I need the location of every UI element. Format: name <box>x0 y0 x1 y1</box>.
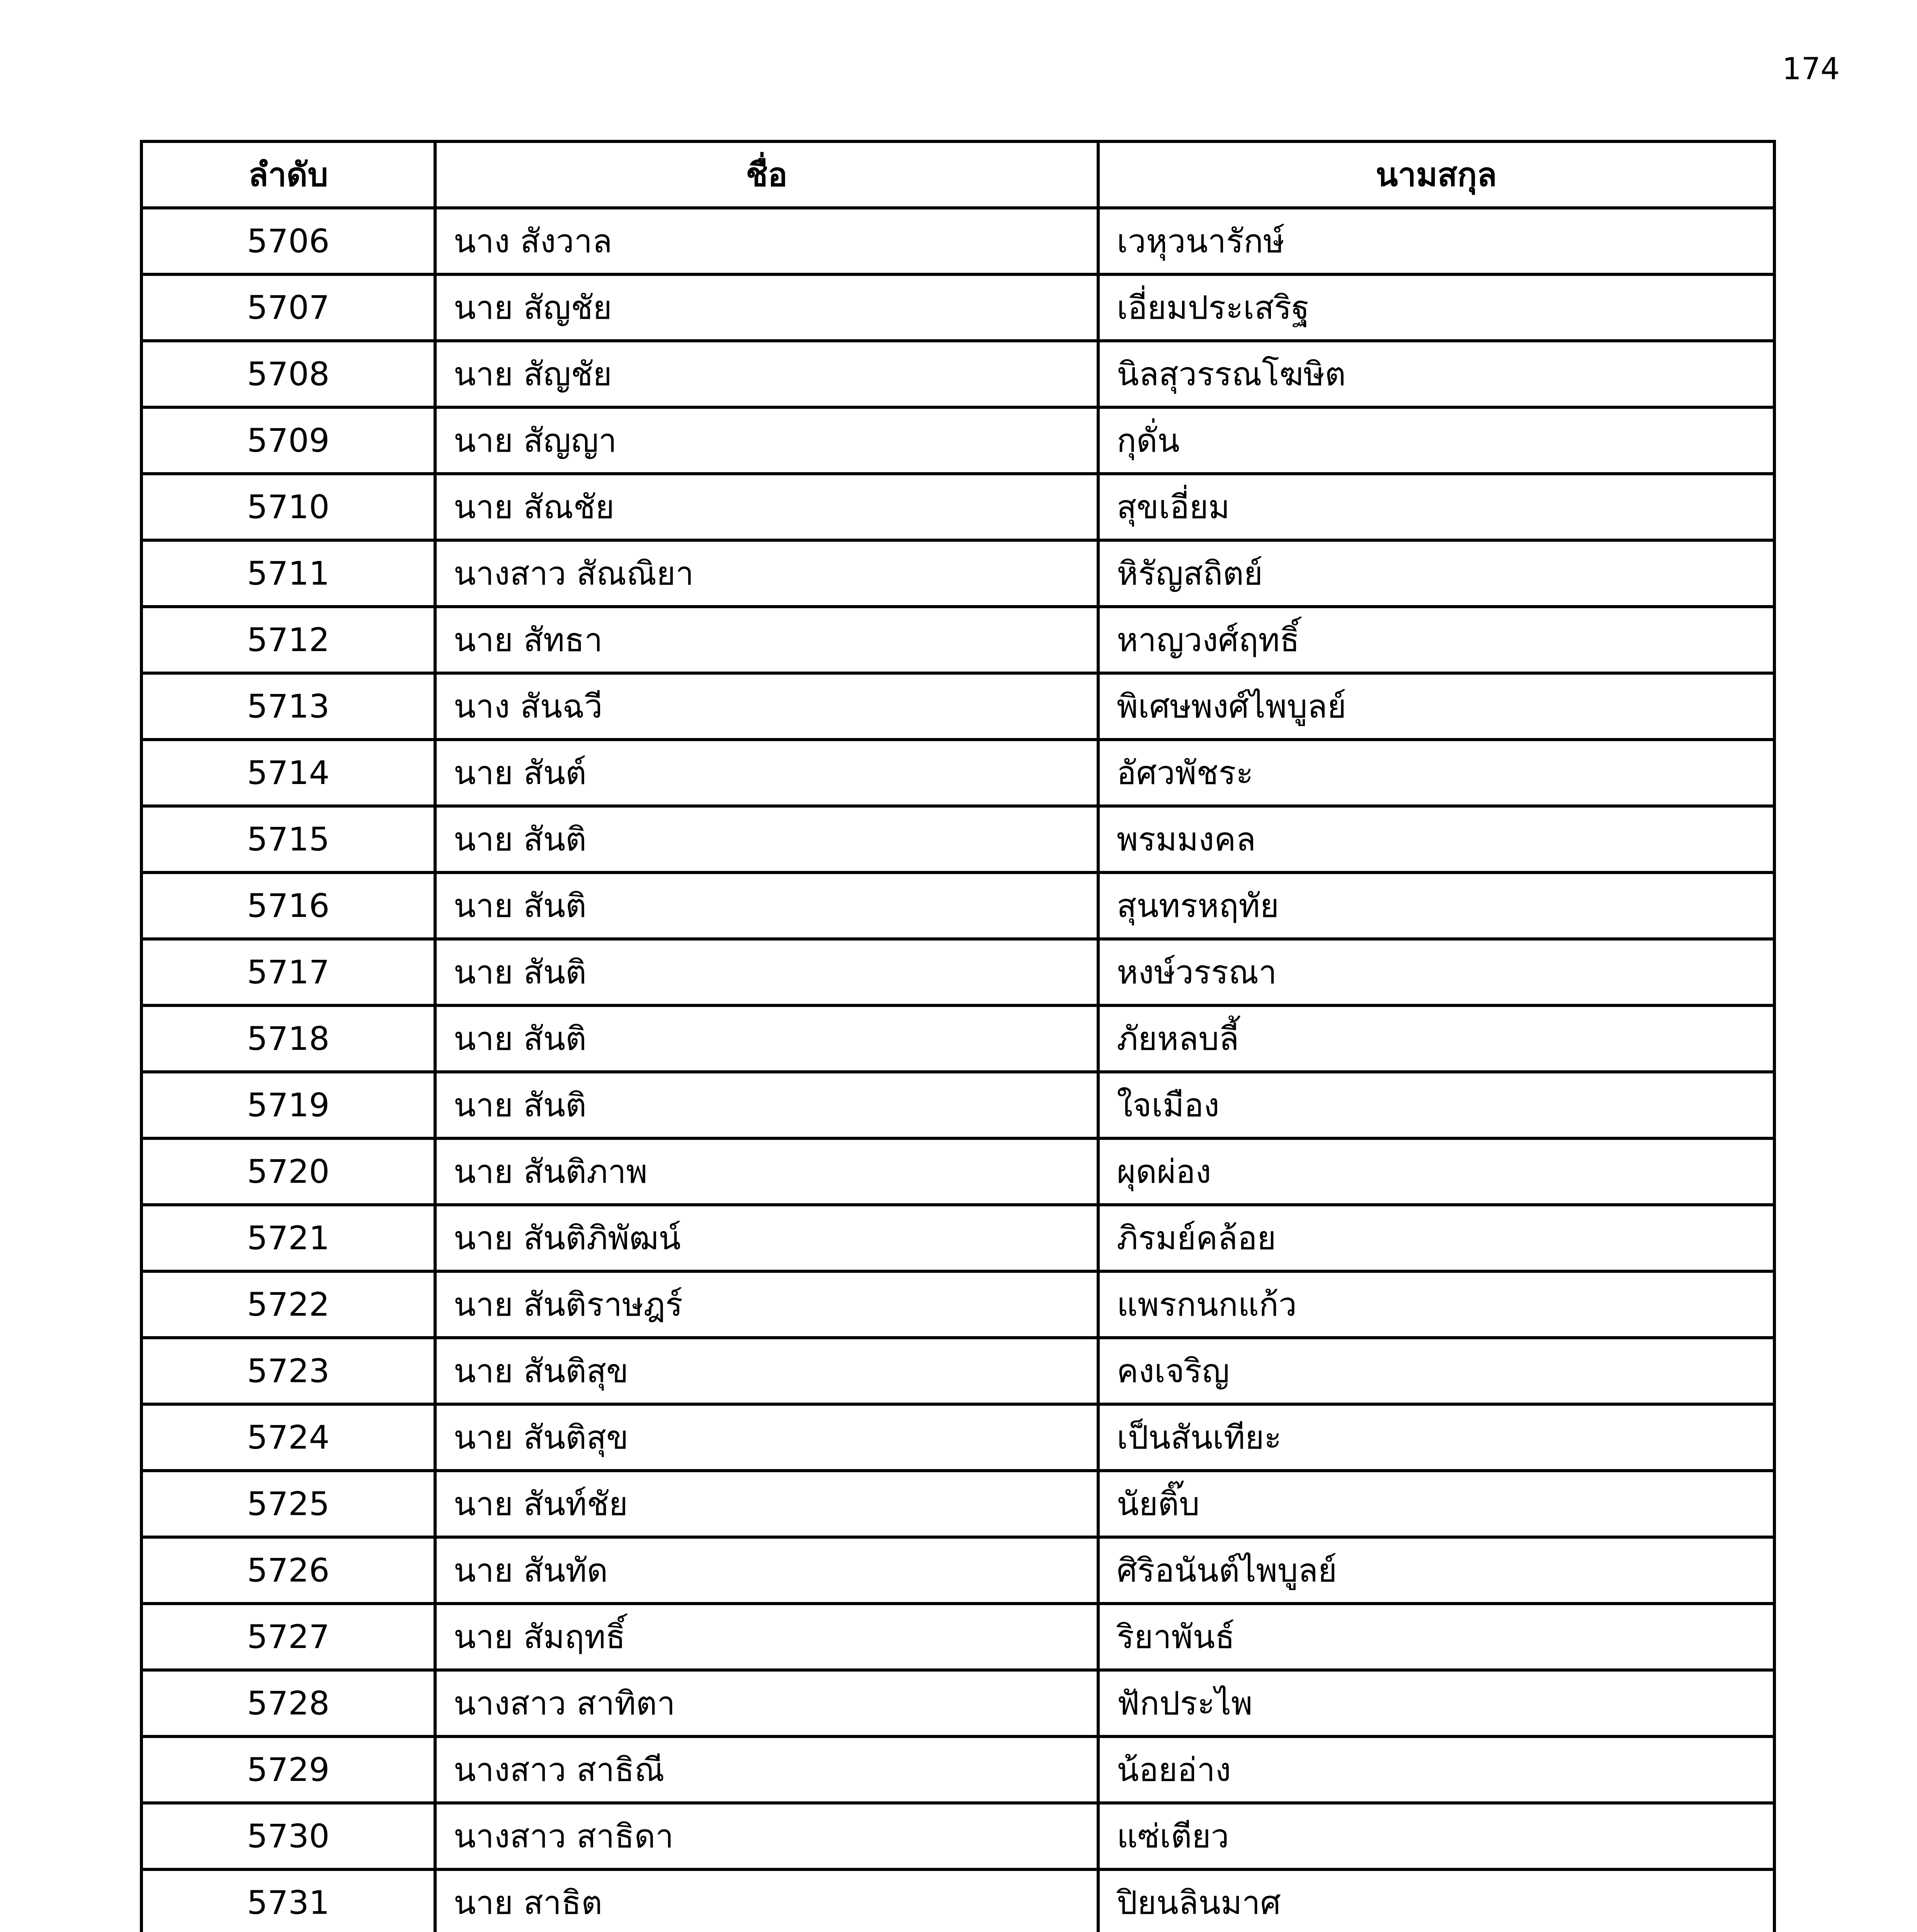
cell-name: นาย สันติราษฎร์ <box>435 1271 1098 1338</box>
cell-seq: 5720 <box>141 1138 435 1205</box>
page-number: 174 <box>1782 52 1840 87</box>
cell-seq: 5731 <box>141 1869 435 1932</box>
cell-seq: 5706 <box>141 208 435 274</box>
table-row <box>141 1604 1774 1670</box>
table-row <box>141 1736 1774 1803</box>
table-row <box>141 673 1774 740</box>
cell-surname: เป็นสันเทียะ <box>1098 1404 1774 1471</box>
table-row <box>141 1869 1774 1932</box>
cell-name: นาง สันฉวี <box>435 673 1098 740</box>
cell-surname: พิเศษพงศ์ไพบูลย์ <box>1098 673 1774 740</box>
cell-surname: ฟักประไพ <box>1098 1670 1774 1736</box>
cell-name: นาย สันติภาพ <box>435 1138 1098 1205</box>
table-row <box>141 274 1774 341</box>
cell-name: นาย สัมฤทธิ์ <box>435 1604 1098 1670</box>
cell-seq: 5708 <box>141 341 435 407</box>
cell-name: นาย สันติ <box>435 939 1098 1005</box>
cell-seq: 5722 <box>141 1271 435 1338</box>
table-row <box>141 1005 1774 1072</box>
cell-surname: ผุดผ่อง <box>1098 1138 1774 1205</box>
cell-seq: 5729 <box>141 1736 435 1803</box>
cell-seq: 5717 <box>141 939 435 1005</box>
cell-surname: คงเจริญ <box>1098 1338 1774 1404</box>
cell-seq: 5713 <box>141 673 435 740</box>
cell-name: นาย สันติภิพัฒน์ <box>435 1205 1098 1271</box>
cell-name: นาย สันติ <box>435 872 1098 939</box>
table-body <box>141 208 1774 1932</box>
cell-name: นาง สังวาล <box>435 208 1098 274</box>
cell-name: นาย สันต์ <box>435 740 1098 806</box>
cell-surname: อัศวพัชระ <box>1098 740 1774 806</box>
cell-seq: 5718 <box>141 1005 435 1072</box>
cell-surname: สุนทรหฤทัย <box>1098 872 1774 939</box>
table-row <box>141 1404 1774 1471</box>
table-row <box>141 540 1774 607</box>
cell-surname: พรมมงคล <box>1098 806 1774 872</box>
table-header-row <box>141 141 1774 208</box>
cell-name: นางสาว สาธิดา <box>435 1803 1098 1869</box>
table-row <box>141 607 1774 673</box>
cell-name: นาย สัญชัย <box>435 274 1098 341</box>
cell-seq: 5726 <box>141 1537 435 1604</box>
table-row <box>141 341 1774 407</box>
cell-seq: 5707 <box>141 274 435 341</box>
cell-name: นาย สันติ <box>435 1072 1098 1138</box>
cell-surname: ปิยนลินมาศ <box>1098 1869 1774 1932</box>
cell-seq: 5723 <box>141 1338 435 1404</box>
cell-seq: 5725 <box>141 1471 435 1537</box>
cell-surname: ใจเมือง <box>1098 1072 1774 1138</box>
cell-name: นาย สัญญา <box>435 407 1098 474</box>
table-row <box>141 1537 1774 1604</box>
cell-name: นาย สัณชัย <box>435 474 1098 540</box>
cell-surname: เวหุวนารักษ์ <box>1098 208 1774 274</box>
table-row <box>141 1205 1774 1271</box>
cell-seq: 5719 <box>141 1072 435 1138</box>
cell-surname: กุดั่น <box>1098 407 1774 474</box>
cell-seq: 5714 <box>141 740 435 806</box>
cell-surname: หงษ์วรรณา <box>1098 939 1774 1005</box>
cell-surname: เอี่ยมประเสริฐ <box>1098 274 1774 341</box>
table-row <box>141 872 1774 939</box>
cell-name: นางสาว สาธิณี <box>435 1736 1098 1803</box>
cell-surname: ศิริอนันต์ไพบูลย์ <box>1098 1537 1774 1604</box>
cell-seq: 5710 <box>141 474 435 540</box>
cell-surname: สุขเอี่ยม <box>1098 474 1774 540</box>
table-row <box>141 1338 1774 1404</box>
cell-name: นาย สันติสุข <box>435 1338 1098 1404</box>
table-row <box>141 1670 1774 1736</box>
cell-surname: ภัยหลบลี้ <box>1098 1005 1774 1072</box>
cell-seq: 5709 <box>141 407 435 474</box>
cell-seq: 5721 <box>141 1205 435 1271</box>
cell-surname: ภิรมย์คล้อย <box>1098 1205 1774 1271</box>
cell-surname: หิรัญสถิตย์ <box>1098 540 1774 607</box>
table-row <box>141 1471 1774 1537</box>
table-row <box>141 1138 1774 1205</box>
table-row <box>141 474 1774 540</box>
cell-seq: 5711 <box>141 540 435 607</box>
header-seq: ลำดับ <box>141 141 435 208</box>
cell-surname: ริยาพันธ์ <box>1098 1604 1774 1670</box>
table-row <box>141 806 1774 872</box>
header-surname: นามสกุล <box>1098 141 1774 208</box>
cell-surname: น้อยอ่าง <box>1098 1736 1774 1803</box>
cell-name: นาย สันติ <box>435 806 1098 872</box>
cell-seq: 5730 <box>141 1803 435 1869</box>
cell-seq: 5712 <box>141 607 435 673</box>
cell-name: นาย สันทัด <box>435 1537 1098 1604</box>
cell-seq: 5728 <box>141 1670 435 1736</box>
cell-name: นาย สันติสุข <box>435 1404 1098 1471</box>
header-name: ชื่อ <box>435 141 1098 208</box>
cell-name: นาย สัทธา <box>435 607 1098 673</box>
cell-name: นางสาว สัณณิยา <box>435 540 1098 607</box>
cell-surname: หาญวงศ์ฤทธิ์ <box>1098 607 1774 673</box>
cell-name: นาย สันติ <box>435 1005 1098 1072</box>
cell-name: นางสาว สาทิตา <box>435 1670 1098 1736</box>
cell-surname: นิลสุวรรณโฆษิต <box>1098 341 1774 407</box>
table-row <box>141 939 1774 1005</box>
cell-seq: 5716 <box>141 872 435 939</box>
cell-seq: 5727 <box>141 1604 435 1670</box>
table-row <box>141 740 1774 806</box>
cell-surname: แพรกนกแก้ว <box>1098 1271 1774 1338</box>
roster-table <box>140 140 1776 1932</box>
cell-surname: แซ่เตียว <box>1098 1803 1774 1869</box>
table-row <box>141 1072 1774 1138</box>
cell-surname: นัยติ๊บ <box>1098 1471 1774 1537</box>
table-row <box>141 208 1774 274</box>
table-row <box>141 407 1774 474</box>
cell-name: นาย สาธิต <box>435 1869 1098 1932</box>
cell-name: นาย สันท์ชัย <box>435 1471 1098 1537</box>
cell-seq: 5715 <box>141 806 435 872</box>
cell-seq: 5724 <box>141 1404 435 1471</box>
table-row <box>141 1271 1774 1338</box>
table-row <box>141 1803 1774 1869</box>
cell-name: นาย สัญชัย <box>435 341 1098 407</box>
